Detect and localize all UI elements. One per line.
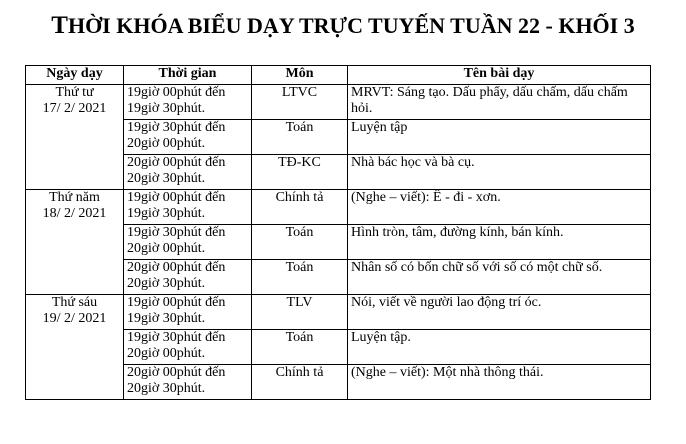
time-start: 20giờ 00phút đến: [127, 365, 226, 380]
time-end: 20giờ 30phút.: [127, 381, 206, 396]
header-lesson: Tên bài dạy: [348, 66, 651, 85]
subject-cell: Chính tả: [252, 190, 348, 225]
page-title: [0, 12, 686, 40]
subject-cell: TLV: [252, 295, 348, 330]
lesson-cell: Luyện tập.: [348, 330, 651, 365]
header-subject: Môn: [252, 66, 348, 85]
time-start: 20giờ 00phút đến: [127, 155, 226, 170]
schedule-table: [25, 65, 651, 400]
time-start: 19giờ 00phút đến: [127, 190, 226, 205]
header-time: Thời gian: [124, 66, 252, 85]
time-end: 20giờ 30phút.: [127, 171, 206, 186]
subject-cell: TĐ-KC: [252, 155, 348, 190]
lesson-cell: Hình tròn, tâm, đường kính, bán kính.: [348, 225, 651, 260]
subject-cell: Toán: [252, 120, 348, 155]
table-row: [26, 85, 651, 120]
header-day: Ngày dạy: [26, 66, 124, 85]
time-cell: [124, 120, 252, 155]
day-name: Thứ năm: [49, 190, 100, 205]
time-cell: [124, 85, 252, 120]
time-start: 19giờ 30phút đến: [127, 225, 226, 240]
time-end: 20giờ 30phút.: [127, 276, 206, 291]
time-end: 19giờ 30phút.: [127, 206, 206, 221]
table-row: [26, 295, 651, 330]
lesson-cell: Nhà bác học và bà cụ.: [348, 155, 651, 190]
day-cell: [26, 190, 124, 295]
subject-cell: LTVC: [252, 85, 348, 120]
time-start: 19giờ 00phút đến: [127, 85, 226, 100]
time-cell: [124, 295, 252, 330]
time-cell: [124, 225, 252, 260]
time-cell: [124, 365, 252, 400]
time-end: 20giờ 00phút.: [127, 346, 206, 361]
time-cell: [124, 330, 252, 365]
time-start: 20giờ 00phút đến: [127, 260, 226, 275]
day-name: Thứ tư: [55, 85, 94, 100]
day-date: 19/ 2/ 2021: [42, 311, 107, 326]
time-cell: [124, 190, 252, 225]
time-start: 19giờ 30phút đến: [127, 330, 226, 345]
time-end: 19giờ 30phút.: [127, 101, 206, 116]
lesson-cell: MRVT: Sáng tạo. Dấu phẩy, dấu chấm, dấu chấm hỏi.: [348, 85, 651, 120]
table-row: [26, 190, 651, 225]
lesson-cell: (Nghe – viết): Một nhà thông thái.: [348, 365, 651, 400]
lesson-cell: Nói, viết về người lao động trí óc.: [348, 295, 651, 330]
title-rest: HỜI KHÓA BIỂU DẠY TRỰC TUYẾN TUẦN 22 - KHỐI 3: [67, 13, 635, 38]
time-end: 19giờ 30phút.: [127, 311, 206, 326]
day-date: 18/ 2/ 2021: [42, 206, 107, 221]
day-cell: [26, 295, 124, 400]
time-start: 19giờ 00phút đến: [127, 295, 226, 310]
lesson-cell: Nhân số có bốn chữ số với số có một chữ số.: [348, 260, 651, 295]
time-end: 20giờ 00phút.: [127, 136, 206, 151]
time-end: 20giờ 00phút.: [127, 241, 206, 256]
subject-cell: Chính tả: [252, 365, 348, 400]
subject-cell: Toán: [252, 330, 348, 365]
subject-cell: Toán: [252, 225, 348, 260]
time-cell: [124, 260, 252, 295]
day-name: Thứ sáu: [51, 295, 98, 310]
title-first-letter: T: [51, 12, 68, 39]
time-cell: [124, 155, 252, 190]
day-cell: [26, 85, 124, 190]
day-date: 17/ 2/ 2021: [42, 101, 107, 116]
lesson-cell: (Nghe – viết): Ê - đi - xơn.: [348, 190, 651, 225]
header-row: [26, 66, 651, 85]
time-start: 19giờ 30phút đến: [127, 120, 226, 135]
lesson-cell: Luyện tập: [348, 120, 651, 155]
subject-cell: Toán: [252, 260, 348, 295]
